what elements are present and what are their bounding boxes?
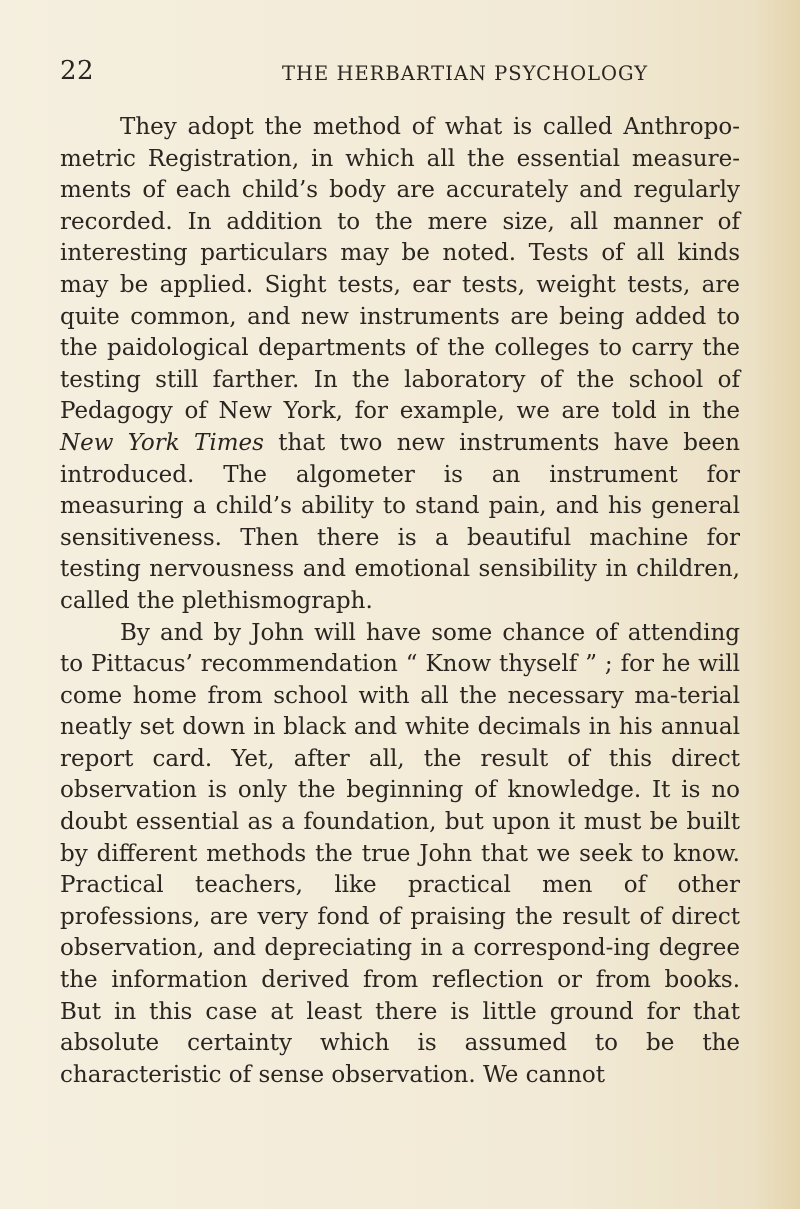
newspaper-title: New York Times xyxy=(60,429,264,456)
page-header xyxy=(60,56,750,88)
paragraph-text: They adopt the method of what is called Anthropo-metric Registration, in which all the essential measure-ments of each child’s body are accurately and regularly recorded. In addition to the mere size, all manner of interesting particulars may be noted. Tests of all kinds may be applied. Sight tests, ear tests, weight tests, are quite common, and new instruments are being added to the paidological departments of the colleges to carry the testing still farther. In the laboratory of the school of Pedagogy of New York, for example, we are told in the xyxy=(60,114,740,425)
paragraph-text: that two new instruments have been introduced. The algometer is an instrument for measuring a child’s ability to stand pain, and his general sensitiveness. Then there is a beautiful machine for testing nervousness and emotional sensibility in children, called the plethismograph. xyxy=(60,429,740,614)
paragraph: By and by John will have some chance of attending to Pittacus’ recommendation “ Know thyself ” ; for he will come home from school with all the necessary ma-terial neatly set down in black and white decimals in his annual report card. Yet, after all, the result of this direct observation is only the beginning of knowledge. It is no doubt essential as a foundation, but upon it must be built by different methods the true John that we seek to know. Practical teachers, like practical men of other professions, are very fond of praising the result of direct observation, and depreciating in a correspond-ing degree the information derived from reflection or from books. But in this case at least there is little ground for that absolute certainty which is assumed to be the characteristic of sense observation. We cannot xyxy=(60,619,740,1088)
paragraph xyxy=(60,112,740,618)
page-number: 22 xyxy=(60,56,95,86)
body-text xyxy=(60,112,740,1091)
running-head: THE HERBARTIAN PSYCHOLOGY xyxy=(282,62,649,85)
